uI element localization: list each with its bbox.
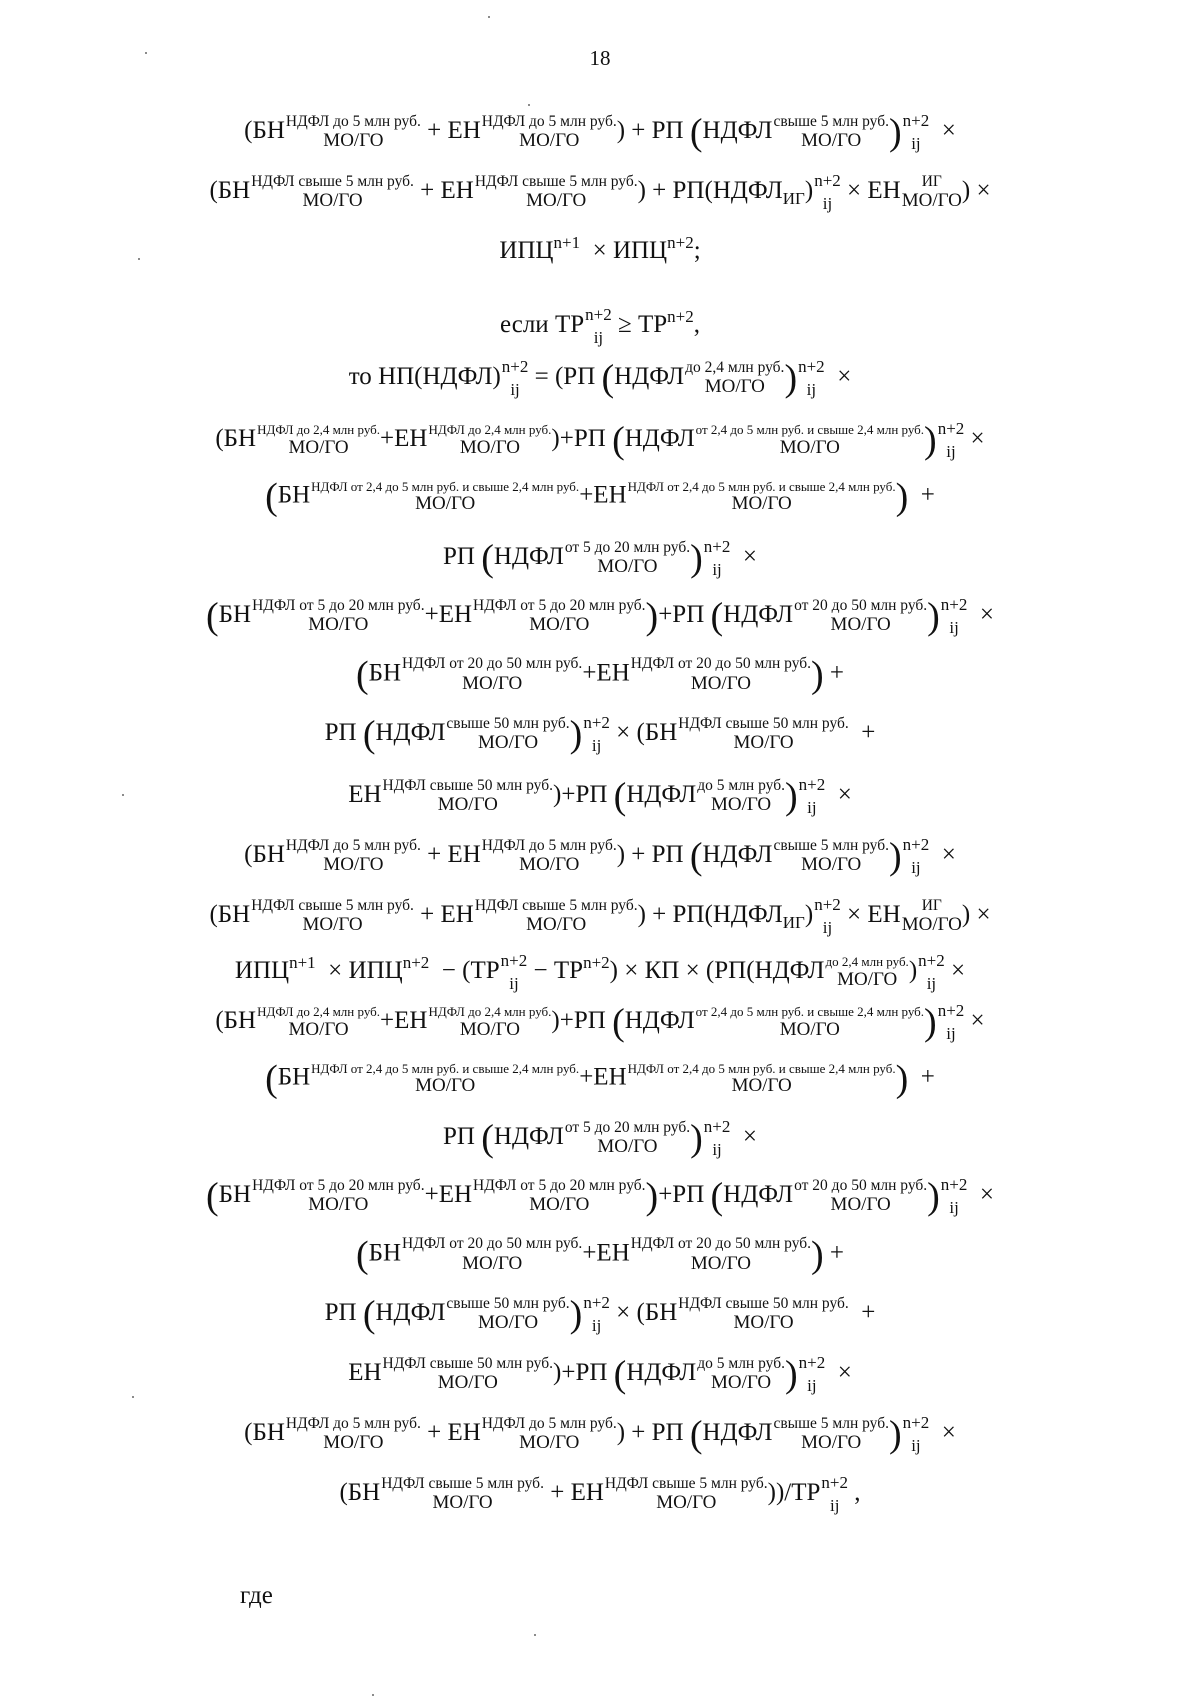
formula-line-21: ЕН НДФЛ свыше 50 млн руб. МО/ГО )+РП (НДФЛ до 5 млн руб. МО/ГО ) n+2 ij ×	[348, 1353, 852, 1396]
scan-speck	[528, 104, 530, 106]
formula-line-14: $ИПЦ^{n+1} \times ИПЦ^{n+2} - (ТР$ n+2 ij − $ТР^{n+2}$) × КП × (РП(НДФЛ до 2,4 млн руб. МО/ГО ) n+2 ij ×	[234, 951, 966, 993]
formula-line-11: ЕН НДФЛ свыше 50 млн руб. МО/ГО )+РП (НДФЛ до 5 млн руб. МО/ГО ) n+2 ij ×	[348, 775, 852, 818]
condition-line: если ТР n+2 ij ≥ $ТР^{n+2}$,	[500, 305, 700, 347]
formula-line-23: (БН НДФЛ свыше 5 млн руб. МО/ГО + ЕН НДФЛ свыше 5 млн руб. МО/ГО ))/ТР n+2 ij ,	[339, 1473, 861, 1515]
formula-line-18: (БН НДФЛ от 5 до 20 млн руб. МО/ГО +ЕН НДФЛ от 5 до 20 млн руб. МО/ГО )+РП (НДФЛ от 20 до 50 млн руб. МО/ГО ) n+2 ij ×	[205, 1175, 994, 1218]
formula-line-2: (БН НДФЛ свыше 5 млн руб. МО/ГО + ЕН НДФЛ свыше 5 млн руб. МО/ГО ) + $РП(НДФЛ_{ИГ})$ n+2 ij × ЕН ИГ МО/ГО ) ×	[209, 171, 991, 213]
formula-line-16: (БН НДФЛ от 2,4 до 5 млн руб. и свыше 2,4 млн руб. МО/ГО +ЕН НДФЛ от 2,4 до 5 млн руб. и свыше 2,4 млн руб. МО/ГО ) +	[265, 1058, 935, 1100]
scan-speck	[138, 258, 140, 260]
scan-speck	[145, 52, 147, 54]
formula-line-9: (БН НДФЛ от 20 до 50 млн руб. МО/ГО +ЕН НДФЛ от 20 до 50 млн руб. МО/ГО ) +	[355, 654, 845, 696]
formula-line-15: (БН НДФЛ до 2,4 млн руб. МО/ГО +ЕН НДФЛ до 2,4 млн руб. МО/ГО )+РП (НДФЛ от 2,4 до 5 млн руб. и свыше 2,4 млн руб. МО/ГО ) n+2 ij ×	[215, 1001, 985, 1044]
formula-line-5: (БН НДФЛ до 2,4 млн руб. МО/ГО +ЕН НДФЛ до 2,4 млн руб. МО/ГО )+РП (НДФЛ от 2,4 до 5 млн руб. и свыше 2,4 млн руб. МО/ГО ) n+2 ij ×	[215, 419, 985, 462]
formula-line-6: (БН НДФЛ от 2,4 до 5 млн руб. и свыше 2,4 млн руб. МО/ГО +ЕН НДФЛ от 2,4 до 5 млн руб. и свыше 2,4 млн руб. МО/ГО ) +	[265, 476, 935, 518]
formula-line-12: (БН НДФЛ до 5 млн руб. МО/ГО + ЕН НДФЛ до 5 млн руб. МО/ГО ) + РП (НДФЛ свыше 5 млн руб. МО/ГО ) n+2 ij ×	[244, 835, 956, 878]
page-number: 18	[589, 46, 611, 70]
formula-line-3: $ИПЦ^{n+1} \times ИПЦ^{n+2}$;	[499, 233, 701, 264]
formula-line-10: РП (НДФЛ свыше 50 млн руб. МО/ГО ) n+2 ij × (БН НДФЛ свыше 50 млн руб. МО/ГО +	[324, 713, 876, 756]
scan-speck	[132, 1396, 134, 1398]
scan-speck	[488, 16, 490, 18]
formula-line-17: РП (НДФЛ от 5 до 20 млн руб. МО/ГО ) n+2 ij ×	[443, 1117, 757, 1160]
formula-line-19: (БН НДФЛ от 20 до 50 млн руб. МО/ГО +ЕН НДФЛ от 20 до 50 млн руб. МО/ГО ) +	[355, 1234, 845, 1276]
formula-line-20: РП (НДФЛ свыше 50 млн руб. МО/ГО ) n+2 ij × (БН НДФЛ свыше 50 млн руб. МО/ГО +	[324, 1293, 876, 1336]
formula-line-8: (БН НДФЛ от 5 до 20 млн руб. МО/ГО +ЕН НДФЛ от 5 до 20 млн руб. МО/ГО )+РП (НДФЛ от 20 до 50 млн руб. МО/ГО ) n+2 ij ×	[205, 595, 994, 638]
formula-line-1: (БН НДФЛ до 5 млн руб. МО/ГО + ЕН НДФЛ до 5 млн руб. МО/ГО ) + РП (НДФЛ свыше 5 млн руб. МО/ГО ) n+2 ij ×	[244, 111, 956, 154]
formula-line-22: (БН НДФЛ до 5 млн руб. МО/ГО + ЕН НДФЛ до 5 млн руб. МО/ГО ) + РП (НДФЛ свыше 5 млн руб. МО/ГО ) n+2 ij ×	[244, 1413, 956, 1456]
scan-speck	[122, 794, 124, 796]
scan-speck	[372, 1694, 374, 1696]
where-label: где	[240, 1582, 273, 1609]
formula-line-7: РП (НДФЛ от 5 до 20 млн руб. МО/ГО ) n+2 ij ×	[443, 537, 757, 580]
formula-definition-line: то НП(НДФЛ) n+2 ij = (РП (НДФЛ до 2,4 млн руб. МО/ГО ) n+2 ij ×	[348, 357, 852, 400]
scan-speck	[534, 1634, 536, 1636]
formula-line-13: (БН НДФЛ свыше 5 млн руб. МО/ГО + ЕН НДФЛ свыше 5 млн руб. МО/ГО ) + $РП(НДФЛ_{ИГ})$ n+2 ij × ЕН ИГ МО/ГО ) ×	[209, 895, 991, 937]
